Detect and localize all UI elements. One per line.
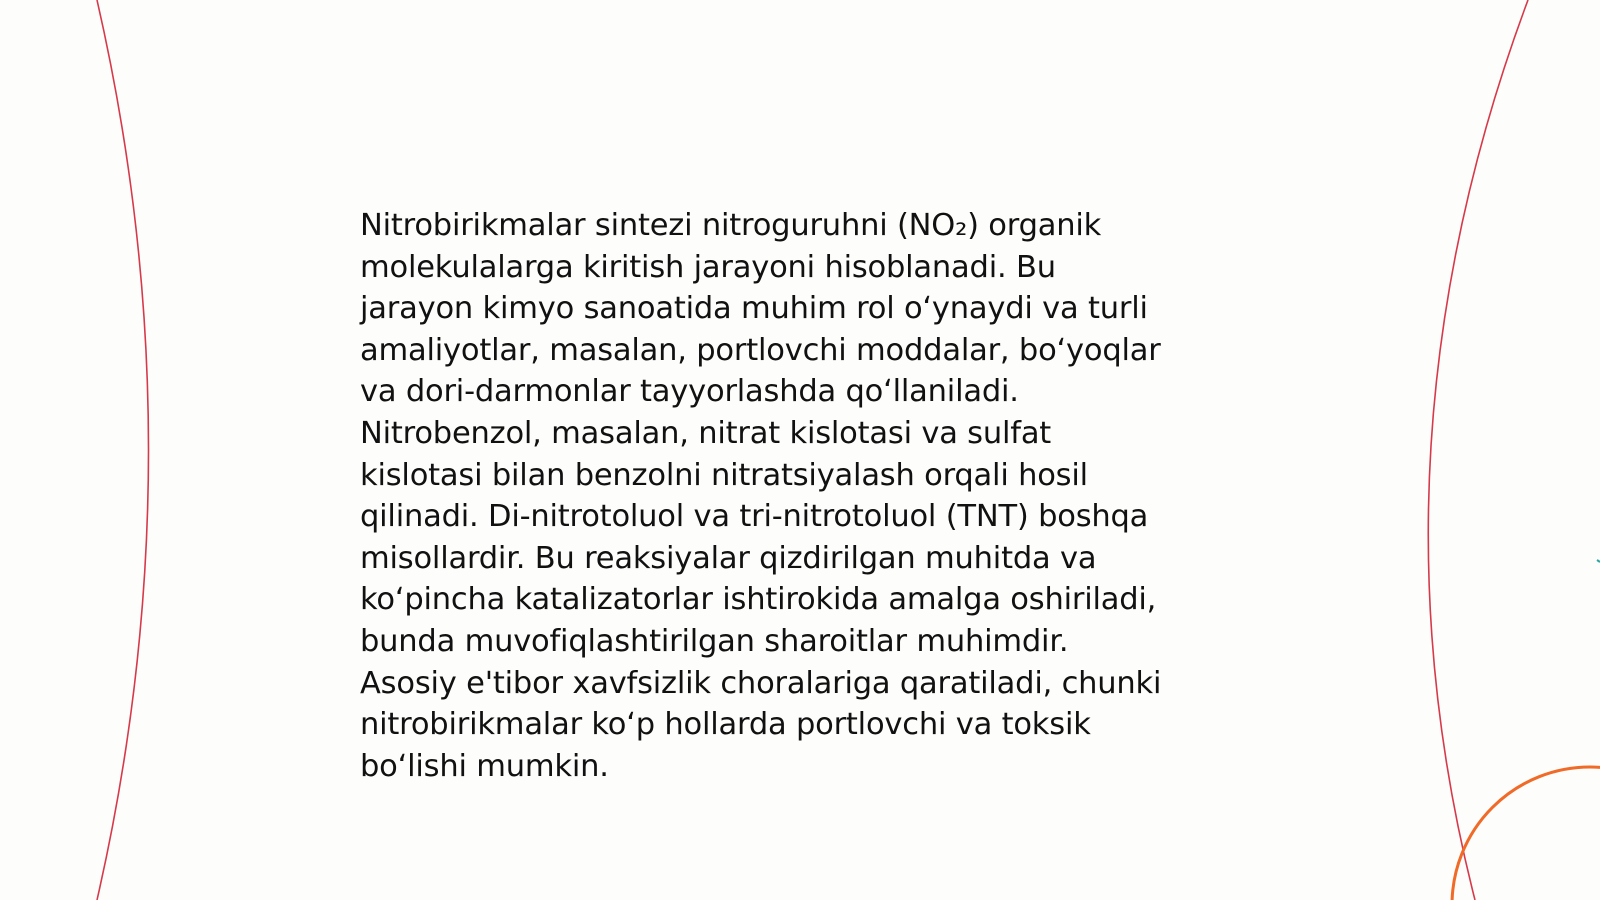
left-curve-line xyxy=(97,0,149,900)
right-curve-line xyxy=(1428,0,1528,900)
slide-body-text: Nitrobirikmalar sintezi nitroguruhni (NO₂) organik molekulalarga kiritish jarayoni hisoblanadi. Bu jarayon kimyo sanoatida muhim rol o‘ynaydi va turli amaliyotlar, masalan, portlovchi moddalar, bo‘yoqlar va dori-darmonlar tayyorlashda qo‘llaniladi. Nitrobenzol, masalan, nitrat kislotasi va sulfat kislotasi bilan benzolni nitratsiyalash orqali hosil qilinadi. Di-nitrotoluol va tri-nitrotoluol (TNT) boshqa misollardir. Bu reaksiyalar qizdirilgan muhitda va ko‘pincha katalizatorlar ishtirokida amalga oshiriladi, bunda muvofiqlashtirilgan sharoitlar muhimdir. Asosiy e'tibor xavfsizlik choralariga qaratiladi, chunki nitrobirikmalar ko‘p hollarda portlovchi va toksik bo‘lishi mumkin. xyxy=(360,208,1162,784)
orange-circle-decoration xyxy=(1452,767,1600,900)
